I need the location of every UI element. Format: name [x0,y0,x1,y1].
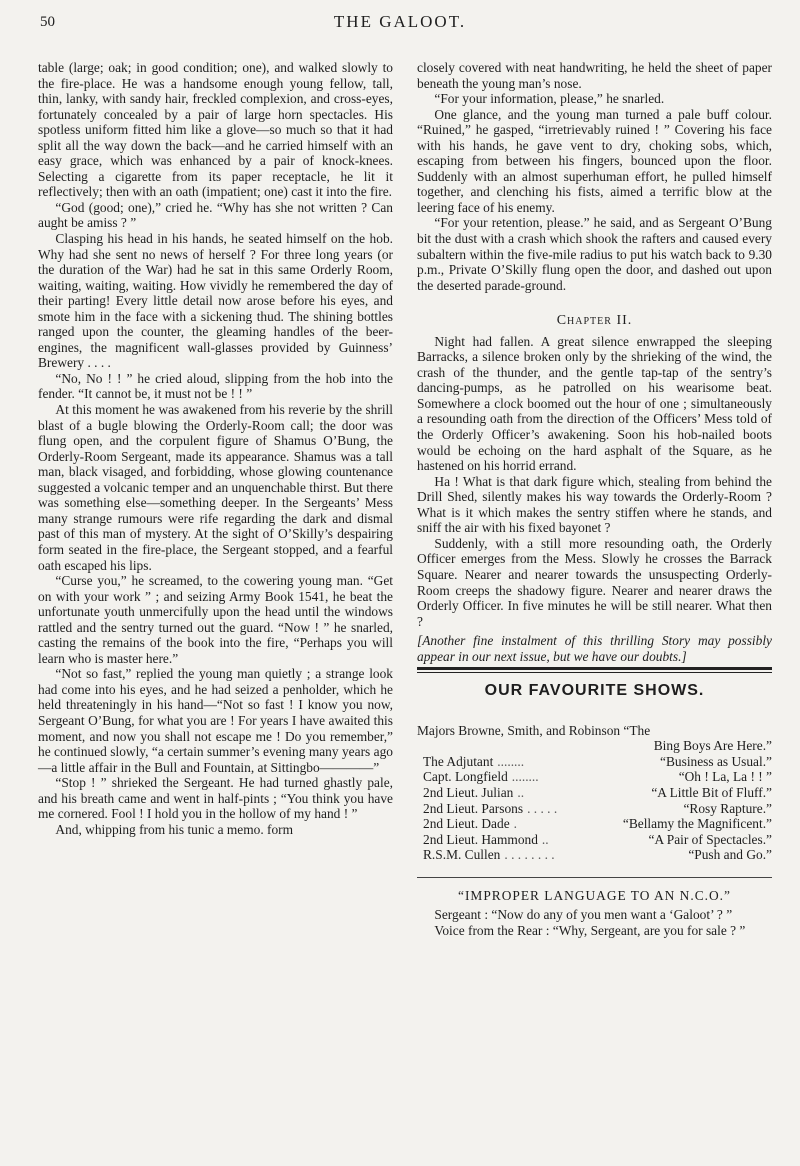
show-title: “Business as Usual.” [660,753,772,769]
story-paragraph: “No, No ! ! ” he cried aloud, slipping from the hob into the fender. “It cannot be, it must not be ! ! ” [38,370,393,402]
story-paragraph: “Curse you,” he screamed, to the cowering young man. “Get on with your work ” ; and seizing Army Book 1541, he beat the unfortunate youth unmercifully upon the head until the windows rattled and the sentry turned out the guard. “Now ! ” he snarled, casting the remains of the book into the fire, “Perhaps you will learn who is master here.” [38,573,393,666]
dialogue-line: Voice from the Rear : “Why, Sergeant, are you for sale ? ” [434,922,746,938]
show-item [417,832,772,848]
show-person: 2nd Lieut. Dade [423,816,510,832]
story-paragraph: “God (good; one),” cried he. “Why has she not written ? Can aught be amiss ? ” [38,199,393,231]
dialogue-line: Sergeant : “Now do any of you men want a ‘Galoot’ ? ” [434,907,733,923]
shows-heading: OUR FAVOURITE SHOWS. [484,682,705,700]
story-paragraph: “For your information, please,” he snarled. [434,91,665,107]
show-person: 2nd Lieut. Hammond [423,831,538,847]
right-column [417,60,772,938]
story-paragraph: And, whipping from his tunic a memo. form [55,821,294,837]
shows-list [417,723,772,863]
show-person: R.S.M. Cullen [423,847,501,863]
show-person: 2nd Lieut. Parsons [423,800,524,816]
show-item [417,754,772,770]
show-item [417,847,772,863]
story-paragraph: “Stop ! ” shrieked the Sergeant. He had turned ghastly pale, and his breath came and went in half-pints ; “You think you have me cornered. Fool ! I hold you in the hollow of my hand ! ” [38,775,393,822]
show-title: “Rosy Rapture.” [683,800,772,816]
story-paragraph: closely covered with neat handwriting, he held the sheet of paper beneath the young man’s nose. [417,60,772,91]
leader-dots: . . . . . [527,800,558,816]
editor-note: [Another fine instalment of this thrilling Story may possibly appear in our next issue, but we have our doubts.] [417,633,772,664]
left-column [38,60,393,837]
shows-first-line: Majors Browne, Smith, and Robinson “The [417,722,651,738]
chapter-heading: Chapter II. [556,313,633,329]
story-paragraph: “For your retention, please.” he said, and as Sergeant O’Bung bit the dust with a crash which shook the rafters and caused every subaltern within the five-mile radius to put his watch back to 9.30 p.m., Private O’Skilly flung open the door, and dashed out upon the deserted parade-ground. [417,215,772,293]
improper-language-heading: “IMPROPER LANGUAGE TO AN N.C.O.” [458,887,731,903]
show-person: The Adjutant [423,753,494,769]
show-item [417,785,772,801]
show-title: “A Pair of Spectacles.” [648,831,772,847]
show-title: “Bellamy the Magnificent.” [622,816,772,832]
leader-dots: . [513,816,517,832]
show-item [417,816,772,832]
show-item [417,769,772,785]
section-divider [417,667,772,673]
running-title: THE GALOOT. [333,12,467,31]
story-paragraph: At this moment he was awakened from his reverie by the shrill blast of a bugle blowing the Orderly-Room call; the door was flung open, and the corpulent figure of Shamus O’Bung, the Orderly-Room Sergeant, made its appearance. Shamus was a tall man, black visaged, and forbidding, whose glowing countenance suggested a volcanic temper and an unquenchable thirst. But there was something else—something deeper. In the Sergeants’ Mess many strange rumours were rife regarding the dark and dismal past of this man of mystery. At the sight of O’Skilly’s despairing form seated in the fire-place, the Sergeant stopped, and a fearful oath escaped his lips. [38,402,393,573]
show-title: “Push and Go.” [688,847,772,863]
story-paragraph: “Not so fast,” replied the young man quietly ; a strange look had come into his eyes, and he had seized a penholder, which he held threateningly in his hand—“Not so fast ! I know you now, Sergeant O’Bung, for what you are ! For years I have awaited this moment, and now you shall not escape me ! Do you remember,” he continued slowly, “a certain summer’s evening many years ago—a little affair in the Bull and Fountain, at Sittingbo————” [38,666,393,775]
page-number: 50 [40,14,55,30]
story-paragraph: Night had fallen. A great silence enwrapped the sleeping Barracks, a silence broken only by the shrieking of the wind, the crash of the thunder, and the gentle tap-tap of the sentry’s dancing-pumps, as he patrolled on his wearisome beat. Somewhere a clock boomed out the hour of one ; simultaneously a resounding oath from the direction of the Officers’ Mess told of the Orderly Officer’s awakening. Soon his hob-nailed boots would be echoing on the hard asphalt of the Square, as he hastened on his horrid errand. [417,333,772,474]
show-title: “A Little Bit of Fluff.” [651,784,772,800]
show-title: “Oh ! La, La ! ! ” [678,769,772,785]
story-paragraph: Clasping his head in his hands, he seated himself on the hob. Why had she sent no news of herself ? For three long years (or the duration of the War) had he sat in this same Orderly Room, waiting, waiting, waiting. How vividly he remembered the day of their parting! Every little detail now arose before his eyes, and smote him in the face with a sickening thud. The shining bottles ranged upon the counter, the gleaming handles of the beer-engines, the magnificent wall-glasses provided by Guinness’ Brewery . . . . [38,231,393,371]
leader-dots: ........ [497,753,525,769]
story-paragraph: table (large; oak; in good condition; one), and walked slowly to the fire-place. He was a handsome enough young fellow, tall, thin, lanky, with sandy hair, freckled complexion, and cross-eyes, fortunately concealed by a pair of large horn spectacles. His spotless uniform fitted him like a glove—so much so that it had split all the way down the back—and he carried himself with an easy grace, which was enhanced by a pair of knock-knees. Selecting a cigarette from its paper receptacle, he lit it reflectively; then with an oath (impatient; one) cast it into the fire. [38,60,393,200]
show-person: Capt. Longfield [423,769,508,785]
shows-first-line-cont: Bing Boys Are Here.” [653,738,772,754]
story-paragraph: Ha ! What is that dark figure which, stealing from behind the Drill Shed, silently makes his way towards the Orderly-Room ? What is it which makes the sentry stiffen where he stands, and sniff the air with his fixed bayonet ? [417,473,772,536]
leader-dots: ........ [511,769,539,785]
leader-dots: .. [517,784,525,800]
story-paragraph: One glance, and the young man turned a pale buff colour. “Ruined,” he gasped, “irretrievably ruined ! ” Covering his face with his hands, he gave vent to dry, choking sobs, which, escaping from between his fingers, bounced upon the floor. Suddenly with an almost superhuman effort, he pulled himself together, and clenching his fists, aimed a terrific blow at the leering face of his enemy. [417,106,772,215]
story-paragraph: Suddenly, with a still more resounding oath, the Orderly Officer emerges from the Mess. Slowly he crosses the Barrack Square. Nearer and nearer towards the unsuspecting Orderly-Room creeps the shadowy figure. Nearer and nearer draws the Orderly Officer. In five minutes he will be still nearer. What then ? [417,535,772,629]
page-header [0,0,800,46]
leader-dots: .. [541,831,549,847]
section-divider [417,877,772,878]
show-person: 2nd Lieut. Julian [423,784,514,800]
show-item [417,801,772,817]
leader-dots: . . . . . . . . [504,847,555,863]
